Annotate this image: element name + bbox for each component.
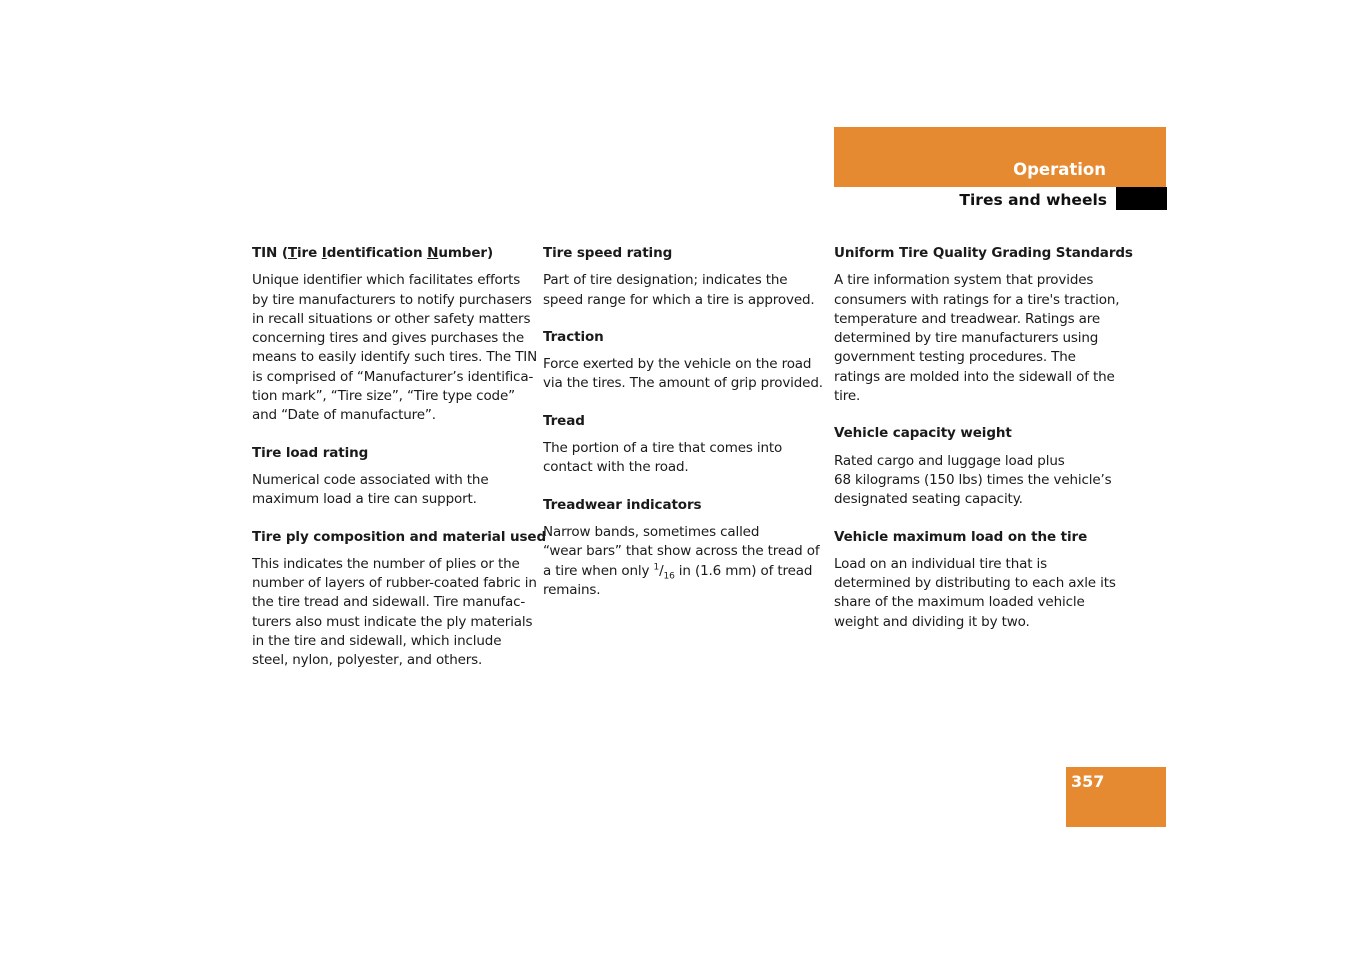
glossary-column-2 [543,244,825,618]
fraction-line: a tire when only $^1/_{16}$ in (1.6 mm) of tread [543,562,813,582]
glossary-entry-tire-load-rating [252,444,534,510]
glossary-definition: Unique identifier which facilitates efforts by tire manufacturers to notify purchasers in recall situations or other safety matters concerning tires and gives purchases the means to easily identify such tires. The TIN is comprised of “Manufacturer’s identifica- tion mark”, “Tire size”, “Tire type code” and “Date of manufacture”. [252,272,538,424]
section-header-bar [834,127,1166,187]
glossary-term: Tread [543,412,585,429]
glossary-definition: A tire information system that provides consumers with ratings for a tire's traction, temperature and treadwear. Ratings are determined by tire manufacturers using government testing procedures. The ratings are molded into the sidewall of the tire. [834,272,1120,405]
glossary-term: Treadwear indicators [543,496,702,513]
glossary-entry-tire-ply-composition [252,528,547,671]
glossary-column-3 [834,244,1133,650]
glossary-definition: Part of tire designation; indicates the speed range for which a tire is approved. [543,272,815,308]
glossary-entry-traction [543,328,825,394]
glossary-term: Vehicle capacity weight [834,425,1012,442]
section-title: Operation [1013,160,1106,179]
glossary-term: Tire speed rating [543,245,673,261]
glossary-entry-tread [543,412,825,478]
page-number-block [1066,767,1166,827]
glossary-entry-tire-speed-rating [543,244,825,310]
glossary-definition: The portion of a tire that comes into contact with the road. [543,440,783,476]
glossary-definition: Force exerted by the vehicle on the road via the tires. The amount of grip provided. [543,356,823,392]
glossary-term: Tire load rating [252,444,369,461]
fraction-denominator: 16 [663,571,675,582]
glossary-definition: This indicates the number of plies or the number of layers of rubber-coated fabric in the tire tread and sidewall. Tire manufac- turers also must indicate the ply materials in the tire and sidewall, which include steel, nylon, polyester, and others. [252,555,537,669]
page-number: 357 [1071,772,1105,791]
glossary-definition: Rated cargo and luggage load plus 68 kilograms (150 lbs) times the vehicle’s designated seating capacity. [834,452,1112,508]
glossary-entry-utqgs [834,244,1133,406]
glossary-term: TIN (Tire Identification Number) [252,245,494,261]
subsection-title: Tires and wheels [959,191,1107,209]
glossary-column-1 [252,244,547,689]
glossary-entry-vehicle-maximum-load [834,528,1119,632]
glossary-entry-vehicle-capacity-weight [834,424,1119,509]
subsection-tab-marker [1116,187,1167,210]
glossary-term: Traction [543,328,604,345]
glossary-term: Tire ply composition and material used [252,528,547,545]
fraction-numerator: 1 [653,562,660,573]
glossary-entry-tin [252,244,538,426]
glossary-definition: Narrow bands, sometimes called “wear bars” that show across the tread of a tire when only $^1/_{16}$ in (1.6 mm) of tread remains. [543,523,825,600]
glossary-definition: Numerical code associated with the maximum load a tire can support. [252,471,489,508]
glossary-definition: Load on an individual tire that is determined by distributing to each axle its share of the maximum loaded vehicle weight and dividing it by two. [834,555,1116,630]
glossary-term: Vehicle maximum load on the tire [834,528,1088,545]
glossary-entry-treadwear-indicators [543,496,825,600]
glossary-term: Uniform Tire Quality Grading Standards [834,245,1133,261]
